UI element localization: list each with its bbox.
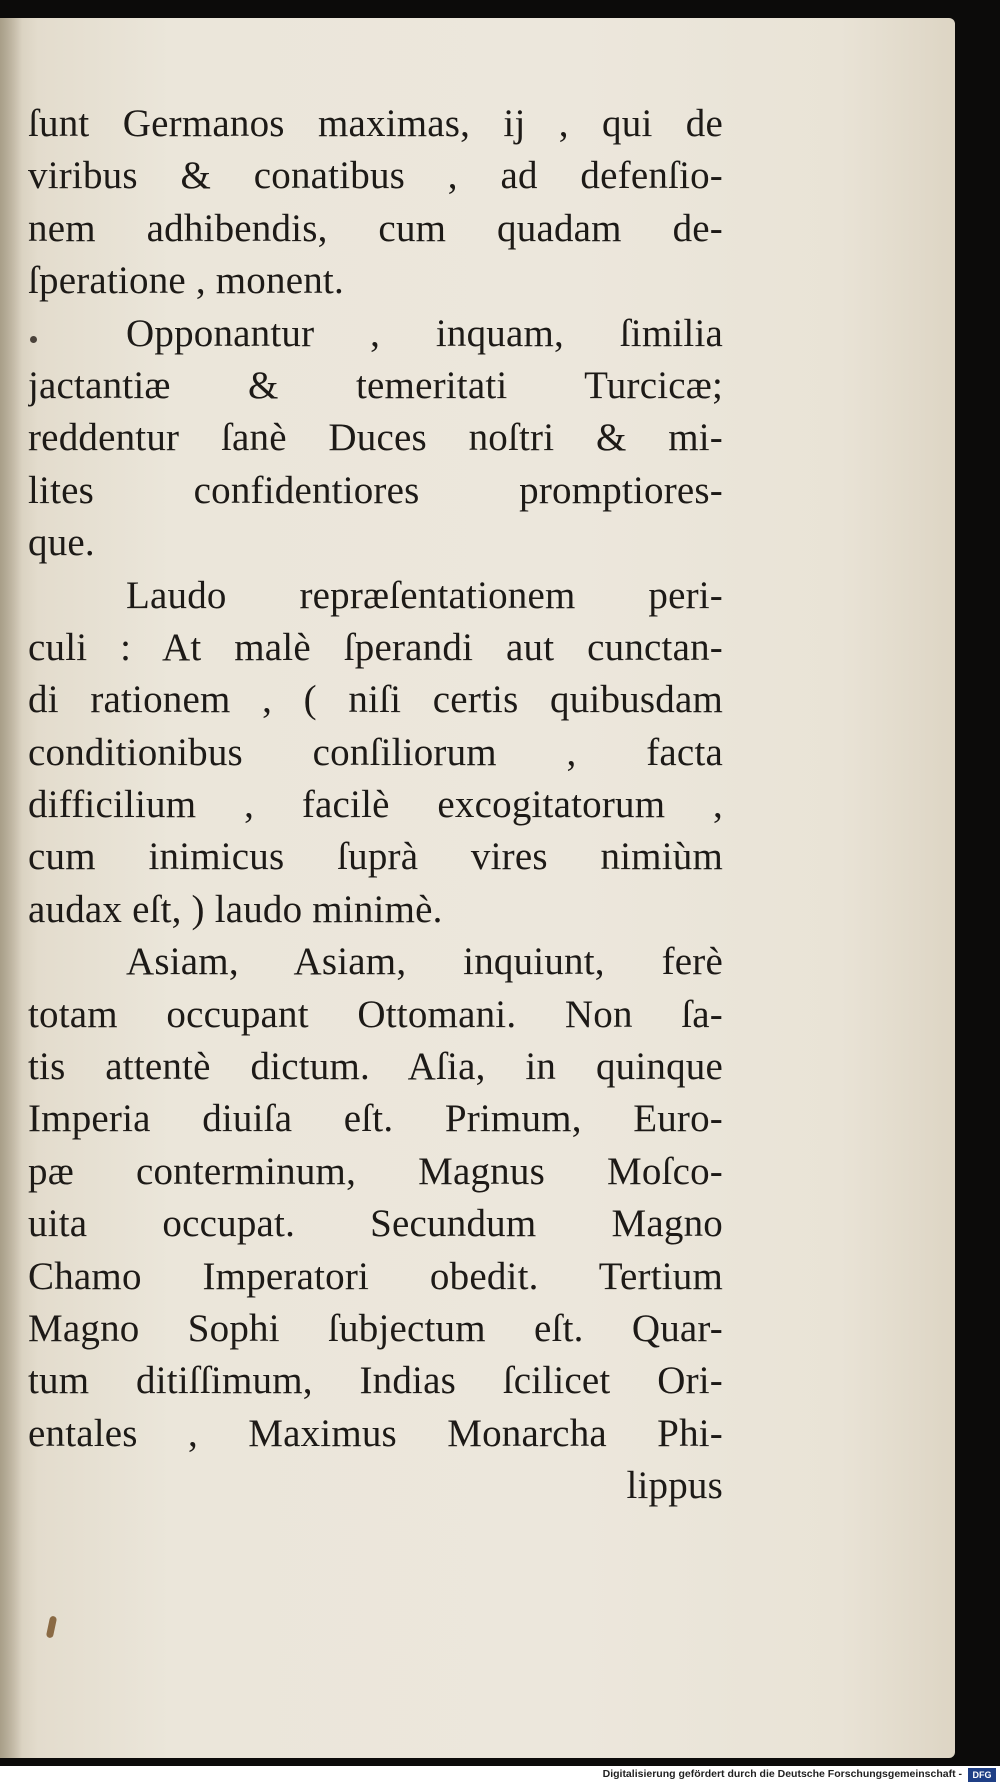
- text-line: uita occupat. Secundum Magno: [28, 1202, 723, 1246]
- text-line: culi : At malè ſperandi aut cunctan-: [28, 625, 723, 669]
- text-line: conditionibus conſiliorum , facta: [28, 730, 723, 774]
- text-line: di rationem , ( niſi certis quibusdam: [28, 678, 723, 722]
- text-line: jactantiæ & temeritati Turcicæ;: [28, 363, 723, 407]
- text-line: viribus & conatibus , ad defenſio-: [28, 154, 723, 198]
- text-line: difficilium , facilè excogitatorum ,: [28, 783, 723, 827]
- text-line: lites confidentiores promptiores-: [28, 468, 723, 512]
- text-line: Opponantur , inquam, ſimilia: [126, 311, 723, 355]
- text-line: reddentur ſanè Duces noſtri & mi-: [28, 416, 723, 460]
- text-line: ſperatione , monent.: [28, 259, 344, 303]
- text-line: ſunt Germanos maximas, ij , qui de: [28, 102, 723, 145]
- text-line: Imperia diuiſa eſt. Primum, Euro-: [28, 1097, 723, 1141]
- text-line: Magno Sophi ſubjectum eſt. Quar-: [28, 1306, 723, 1350]
- text-line: cum inimicus ſuprà vires nimiùm: [28, 835, 723, 879]
- ink-spot: [46, 1616, 57, 1639]
- text-line: tis attentè dictum. Aſia, in quinque: [28, 1045, 723, 1089]
- text-line: tum ditiſſimum, Indias ſcilicet Ori-: [28, 1359, 723, 1403]
- text-line: Asiam, Asiam, inquiunt, ferè: [126, 940, 723, 984]
- text-line: entales , Maximus Monarcha Phi-: [28, 1411, 723, 1455]
- text-line: Laudo repræſentationem peri-: [126, 573, 723, 617]
- dfg-logo: DFG: [968, 1768, 996, 1782]
- text-line: Chamo Imperatori obedit. Tertium: [28, 1254, 723, 1298]
- page-text: [28, 98, 723, 1513]
- book-page: [0, 18, 955, 1758]
- text-line: que.: [28, 521, 95, 565]
- text-line: nem adhibendis, cum quadam de-: [28, 206, 723, 250]
- catchword: lippus: [626, 1464, 723, 1508]
- text-line: audax eſt, ) laudo minimè.: [28, 887, 443, 931]
- footer-credit: Digitalisierung gefördert durch die Deutsche Forschungsgemeinschaft -: [602, 1768, 962, 1780]
- text-line: totam occupant Ottomani. Non ſa-: [28, 992, 723, 1036]
- text-line: pæ conterminum, Magnus Moſco-: [28, 1149, 723, 1193]
